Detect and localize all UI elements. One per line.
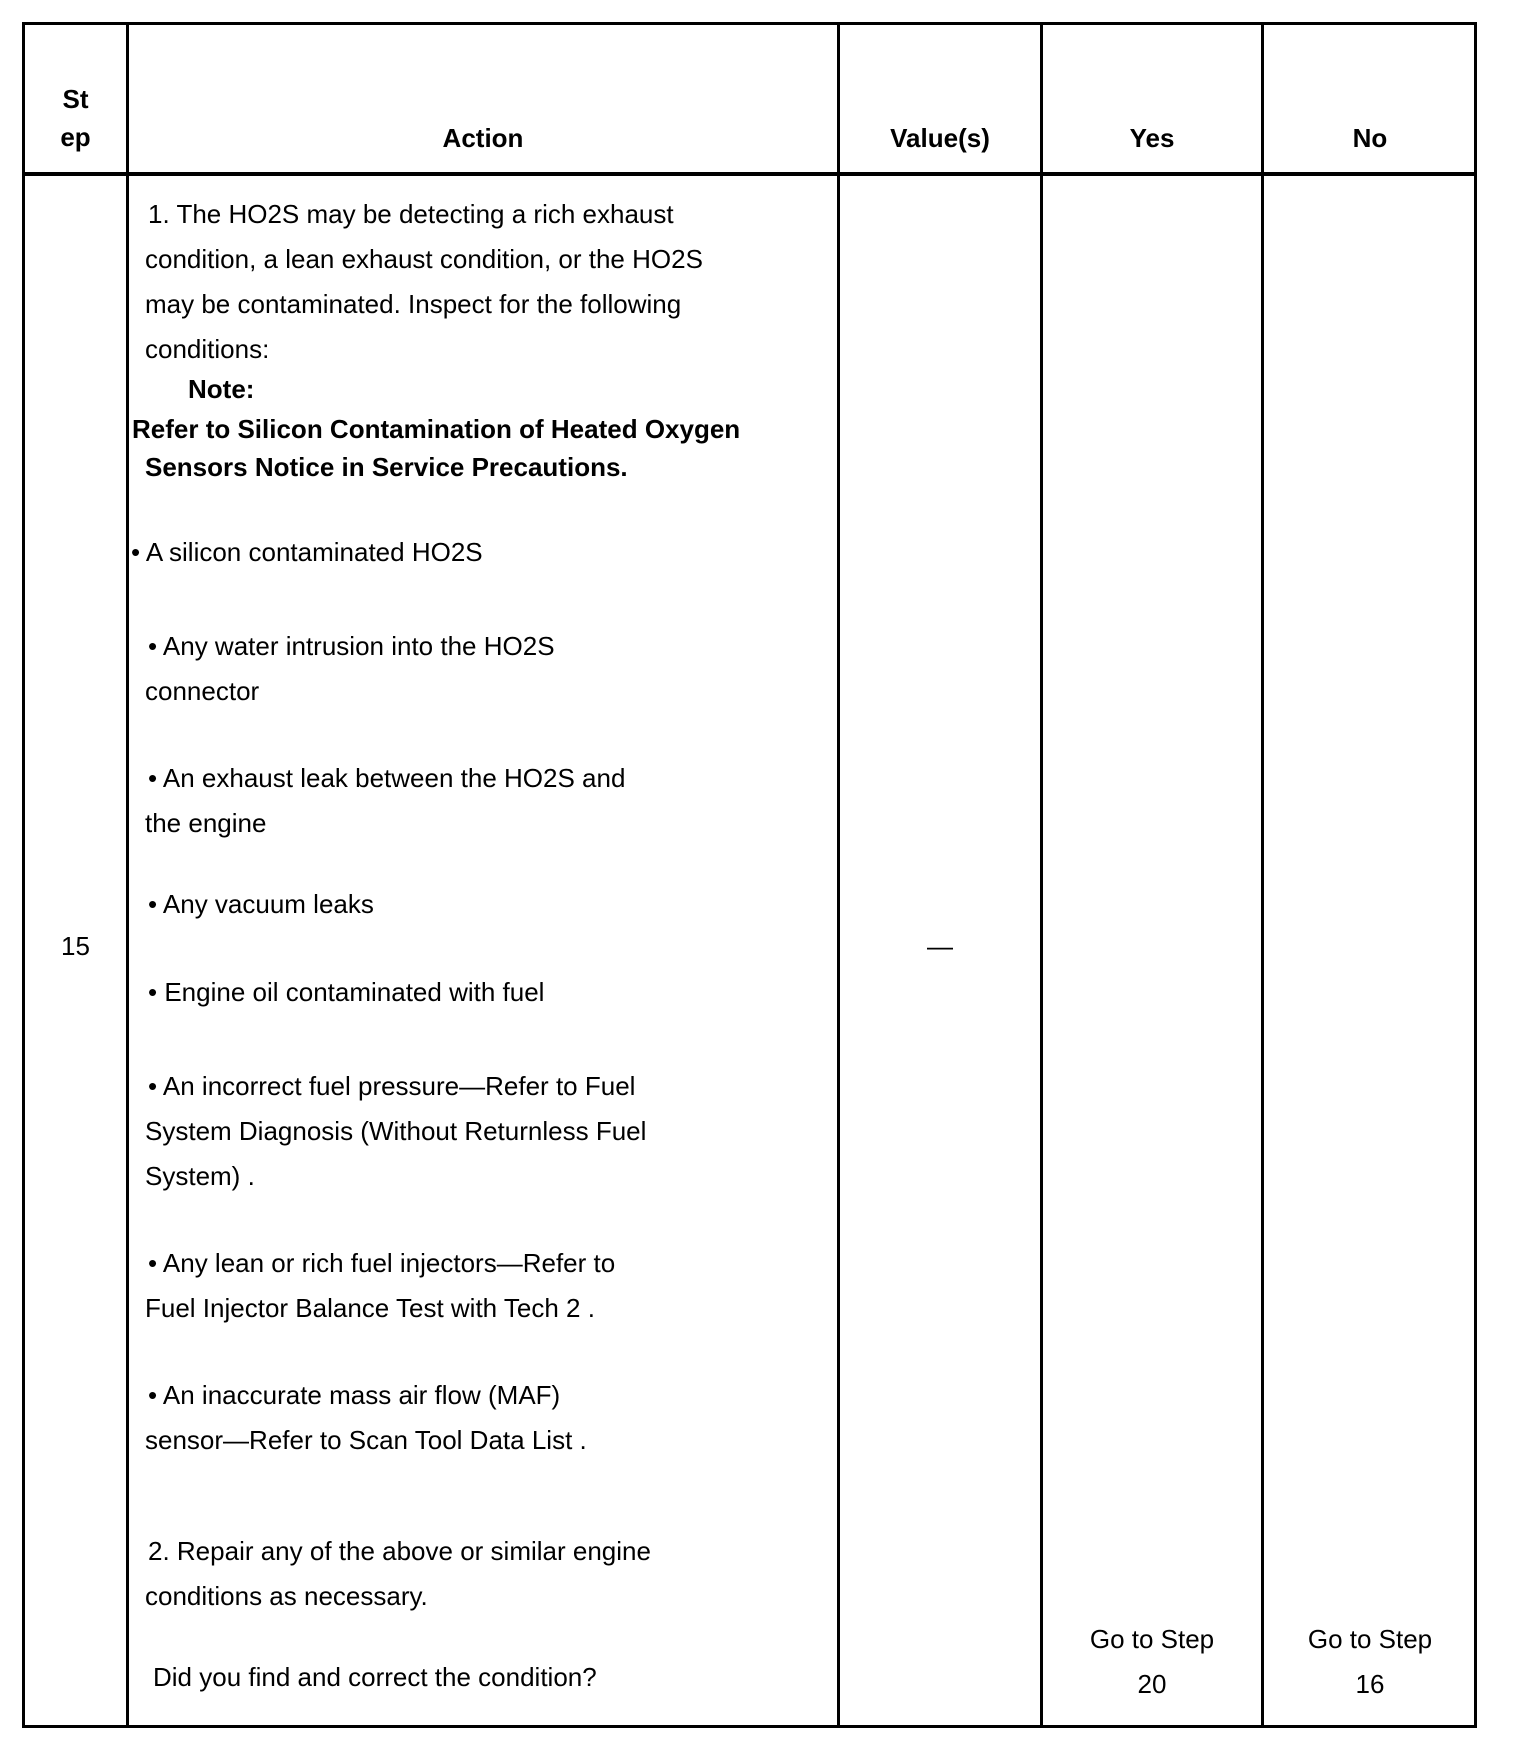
header-no: No: [1352, 123, 1388, 153]
yes-goto: Go to Step 20: [1089, 1624, 1215, 1699]
header-action: Action: [442, 123, 524, 153]
bullet-oil: • Engine oil contaminated with fuel: [148, 977, 545, 1007]
bullet-silicon: • A silicon contaminated HO2S: [131, 537, 483, 567]
column-divider: [837, 25, 840, 1725]
bullet-exhaust-leak: • An exhaust leak between the HO2S and the engine: [145, 763, 626, 838]
question: Did you find and correct the condition?: [153, 1662, 597, 1692]
header-step: St ep: [60, 84, 91, 152]
bullet-injectors: • Any lean or rich fuel injectors—Refer to Fuel Injector Balance Test with Tech 2 .: [145, 1248, 616, 1323]
note-label: Note:: [188, 374, 255, 404]
column-divider: [1040, 25, 1043, 1725]
column-divider: [1261, 25, 1264, 1725]
header-divider: [25, 172, 1474, 176]
header-values: Value(s): [890, 123, 990, 153]
note-line: Sensors Notice in Service Precautions.: [145, 452, 628, 482]
action-item-2: 2. Repair any of the above or similar engine conditions as necessary.: [145, 1536, 651, 1611]
bullet-fuel-pressure: • An incorrect fuel pressure—Refer to Fuel System Diagnosis (Without Returnless Fuel System) .: [145, 1071, 647, 1191]
action-item-1: 1. The HO2S may be detecting a rich exhaust condition, a lean exhaust condition, or the HO2S may be contaminated. Inspect for the following conditions:: [145, 199, 703, 364]
column-divider: [126, 25, 129, 1725]
diagnostic-table: [22, 22, 1477, 1728]
no-goto: Go to Step 16: [1307, 1624, 1433, 1699]
step-number: 15: [61, 931, 90, 961]
header-yes: Yes: [1129, 123, 1175, 153]
note-line: Refer to Silicon Contamination of Heated Oxygen: [132, 414, 741, 444]
bullet-maf: • An inaccurate mass air flow (MAF) sensor—Refer to Scan Tool Data List .: [145, 1380, 587, 1455]
value-cell: —: [927, 931, 953, 961]
bullet-vacuum: • Any vacuum leaks: [148, 889, 374, 919]
bullet-water: • Any water intrusion into the HO2S connector: [145, 631, 555, 706]
